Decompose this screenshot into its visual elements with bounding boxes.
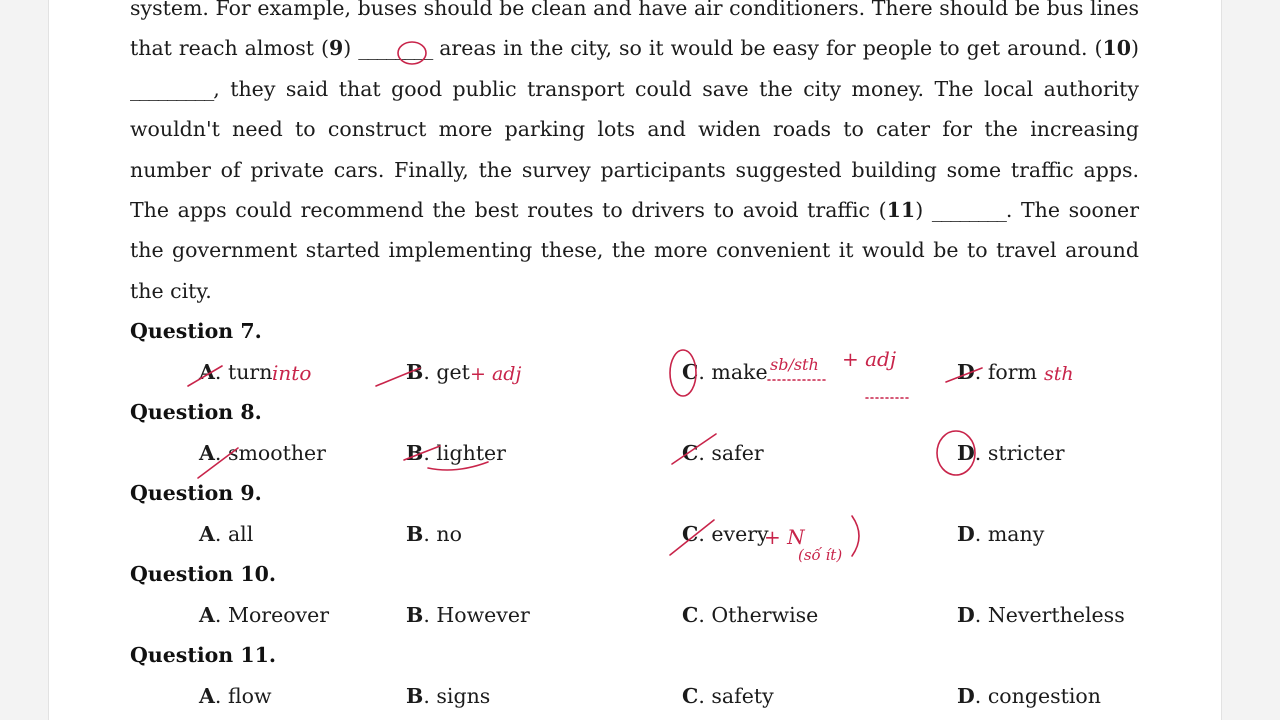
option-7-a[interactable]	[199, 360, 272, 384]
option-7-d[interactable]	[957, 360, 1037, 384]
handwritten-note: + N	[764, 525, 805, 549]
option-letter: B	[406, 441, 424, 465]
option-text: congestion	[987, 684, 1101, 708]
option-sep: .	[423, 441, 437, 465]
option-7-c[interactable]	[682, 360, 768, 384]
option-sep: .	[698, 360, 712, 384]
option-9-a[interactable]	[199, 522, 253, 546]
passage-part: , they said that good public transport could save the city money. The local authority wouldn't need to construct more parking lots and widen roads to cater for the increasing number of private cars. Finally, the survey participants suggested building some traffic apps. The apps could recommend the best routes to drivers to avoid traffic (	[130, 76, 1139, 223]
option-text: many	[987, 522, 1045, 546]
option-text: get	[436, 360, 470, 384]
option-11-a[interactable]	[199, 684, 272, 708]
option-sep: .	[423, 603, 437, 627]
option-8-d[interactable]	[957, 441, 1065, 465]
option-11-b[interactable]	[406, 684, 490, 708]
blank-number-10: 10	[1102, 36, 1132, 61]
option-text: Moreover	[227, 603, 330, 627]
option-letter: C	[682, 603, 699, 627]
question-11-title: Question 11.	[130, 643, 276, 667]
question-10-title: Question 10.	[130, 562, 276, 586]
option-letter: D	[957, 603, 975, 627]
option-text: lighter	[436, 441, 506, 465]
option-10-b[interactable]	[406, 603, 530, 627]
option-text: safer	[711, 441, 764, 465]
blank-10: _________	[130, 76, 214, 101]
option-8-a[interactable]	[199, 441, 326, 465]
question-8-title: Question 8.	[130, 400, 262, 424]
option-text: signs	[436, 684, 491, 708]
option-sep: .	[974, 603, 988, 627]
option-9-c[interactable]	[682, 522, 769, 546]
option-10-c[interactable]	[682, 603, 818, 627]
option-letter: A	[199, 360, 215, 384]
option-text: safety	[711, 684, 774, 708]
option-9-d[interactable]	[957, 522, 1044, 546]
option-letter: C	[682, 441, 699, 465]
blank-11: ________	[931, 198, 1006, 223]
handwritten-note: sth	[1044, 363, 1074, 385]
passage-part: )	[915, 198, 932, 223]
option-sep: .	[974, 441, 988, 465]
handwritten-note: + adj	[842, 347, 897, 371]
option-8-b[interactable]	[406, 441, 506, 465]
option-9-b[interactable]	[406, 522, 462, 546]
option-letter: C	[682, 360, 699, 384]
blank-number-11: 11	[886, 198, 916, 223]
passage-part: )	[1131, 36, 1140, 61]
handwritten-note: into	[272, 361, 312, 385]
option-text: Otherwise	[711, 603, 819, 627]
option-sep: .	[423, 360, 437, 384]
option-letter: B	[406, 603, 424, 627]
option-sep: .	[698, 684, 712, 708]
question-7-title: Question 7.	[130, 319, 262, 343]
option-11-d[interactable]	[957, 684, 1101, 708]
option-sep: .	[214, 684, 228, 708]
option-text: turn	[227, 360, 273, 384]
option-letter: B	[406, 684, 424, 708]
option-letter: D	[957, 360, 975, 384]
passage-text	[130, 0, 1139, 311]
option-sep: .	[698, 522, 712, 546]
option-text: smoother	[227, 441, 326, 465]
option-letter: A	[199, 441, 215, 465]
option-sep: .	[423, 522, 437, 546]
option-letter: B	[406, 360, 424, 384]
option-letter: D	[957, 684, 975, 708]
option-letter: D	[957, 522, 975, 546]
option-sep: .	[698, 441, 712, 465]
passage-part: system. For example, buses should be clean and have air conditioners. There should be bus lines that reach almost (	[130, 0, 1139, 61]
option-sep: .	[423, 684, 437, 708]
blank-number-9: 9	[328, 36, 344, 61]
passage-part: areas in the city, so it would be easy for people to get around. (	[432, 36, 1103, 61]
option-letter: D	[957, 441, 975, 465]
option-sep: .	[214, 441, 228, 465]
handwritten-note: + adj	[470, 363, 522, 385]
option-text: However	[436, 603, 530, 627]
option-letter: A	[199, 603, 215, 627]
option-sep: .	[974, 360, 988, 384]
passage-part: )	[343, 36, 359, 61]
blank-9: ________	[358, 36, 433, 61]
handwritten-note: (số ít)	[798, 546, 843, 564]
option-sep: .	[698, 603, 712, 627]
option-text: stricter	[987, 441, 1065, 465]
option-text: flow	[227, 684, 272, 708]
option-sep: .	[974, 684, 988, 708]
option-8-c[interactable]	[682, 441, 764, 465]
option-text: every	[711, 522, 769, 546]
passage-part: . The sooner the government started implementing these, the more convenient it would be to travel around the city.	[130, 198, 1139, 303]
option-10-a[interactable]	[199, 603, 329, 627]
handwritten-note: sb/sth	[770, 355, 819, 374]
option-text: all	[227, 522, 254, 546]
option-sep: .	[214, 360, 228, 384]
option-letter: B	[406, 522, 424, 546]
option-text: make	[711, 360, 768, 384]
option-letter: C	[682, 684, 699, 708]
option-letter: A	[199, 684, 215, 708]
option-letter: A	[199, 522, 215, 546]
option-text: no	[436, 522, 462, 546]
option-10-d[interactable]	[957, 603, 1125, 627]
question-9-title: Question 9.	[130, 481, 262, 505]
option-sep: .	[214, 522, 228, 546]
option-text: form	[987, 360, 1037, 384]
option-text: Nevertheless	[987, 603, 1125, 627]
option-7-b[interactable]	[406, 360, 470, 384]
option-letter: C	[682, 522, 699, 546]
option-11-c[interactable]	[682, 684, 774, 708]
option-sep: .	[974, 522, 988, 546]
option-sep: .	[214, 603, 228, 627]
